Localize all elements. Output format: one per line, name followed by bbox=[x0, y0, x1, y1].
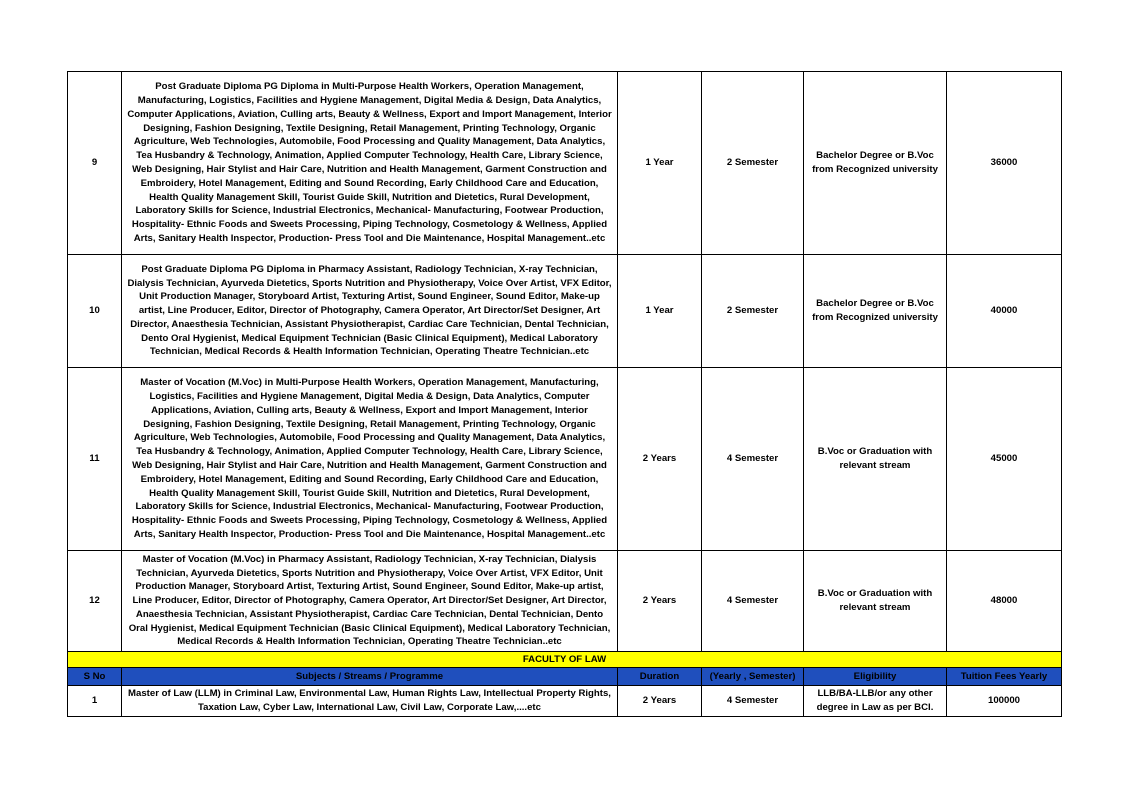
header-duration: Duration bbox=[618, 668, 702, 686]
fees-cell: 45000 bbox=[947, 368, 1062, 551]
sno-cell: 10 bbox=[68, 255, 122, 368]
fees-cell: 48000 bbox=[947, 551, 1062, 652]
semester-cell: 2 Semester bbox=[702, 255, 804, 368]
header-fees: Tuition Fees Yearly bbox=[947, 668, 1062, 686]
column-header-row bbox=[68, 668, 1062, 686]
duration-cell: 1 Year bbox=[618, 255, 702, 368]
table-row bbox=[68, 551, 1062, 652]
sno-cell: 12 bbox=[68, 551, 122, 652]
header-semester: (Yearly , Semester) bbox=[702, 668, 804, 686]
eligibility-cell: Bachelor Degree or B.Voc from Recognized university bbox=[804, 255, 947, 368]
sno-cell: 11 bbox=[68, 368, 122, 551]
subjects-cell: Master of Law (LLM) in Criminal Law, Environmental Law, Human Rights Law, Intellectual Property Rights, Taxation Law, Cyber Law, International Law, Civil Law, Corporate Law,....etc bbox=[122, 686, 618, 717]
semester-cell: 4 Semester bbox=[702, 686, 804, 717]
faculty-heading-row bbox=[68, 652, 1062, 668]
table-row bbox=[68, 368, 1062, 551]
header-eligibility: Eligibility bbox=[804, 668, 947, 686]
sno-cell: 1 bbox=[68, 686, 122, 717]
fee-structure-table bbox=[67, 71, 1062, 717]
duration-cell: 2 Years bbox=[618, 368, 702, 551]
header-sno: S No bbox=[68, 668, 122, 686]
duration-cell: 1 Year bbox=[618, 72, 702, 255]
table-row bbox=[68, 72, 1062, 255]
semester-cell: 2 Semester bbox=[702, 72, 804, 255]
faculty-title: FACULTY OF LAW bbox=[68, 652, 1062, 668]
sno-cell: 9 bbox=[68, 72, 122, 255]
semester-cell: 4 Semester bbox=[702, 551, 804, 652]
eligibility-cell: Bachelor Degree or B.Voc from Recognized university bbox=[804, 72, 947, 255]
duration-cell: 2 Years bbox=[618, 551, 702, 652]
semester-cell: 4 Semester bbox=[702, 368, 804, 551]
subjects-cell: Post Graduate Diploma PG Diploma in Multi-Purpose Health Workers, Operation Management, Manufacturing, Logistics, Facilities and Hygiene Management, Digital Media & Design, Data Analytics, Computer Applications, Aviation, Culling arts, Beauty & Wellness, Export and Import Management, Interior Designing, Fashion Designing, Textile Designing, Retail Management, Printing Technology, Organic Agriculture, Web Technologies, Automobile, Food Processing and Quality Management, Data Analytics, Tea Husbandry & Technology, Animation, Applied Computer Technology, Health Care, Library Science, Web Designing, Hair Stylist and Hair Care, Nutrition and Health Management, Garment Construction and Embroidery, Hotel Management, Editing and Sound Recording, Early Childhood Care and Education, Health Quality Management Skill, Tourist Guide Skill, Nutrition and Dietetics, Rural Development, Laboratory Skills for Science, Industrial Electronics, Mechanical- Manufacturing, Footwear Production, Hospitality- Ethnic Foods and Sweets Processing, Piping Technology, Cosmetology & Wellness, Applied Arts, Sanitary Health Inspector, Production- Press Tool and Die Maintenance, Hospital Management..etc bbox=[122, 72, 618, 255]
table-row bbox=[68, 255, 1062, 368]
eligibility-cell: B.Voc or Graduation with relevant stream bbox=[804, 551, 947, 652]
fees-cell: 36000 bbox=[947, 72, 1062, 255]
fees-cell: 100000 bbox=[947, 686, 1062, 717]
eligibility-cell: LLB/BA-LLB/or any other degree in Law as per BCI. bbox=[804, 686, 947, 717]
header-subjects: Subjects / Streams / Programme bbox=[122, 668, 618, 686]
eligibility-cell: B.Voc or Graduation with relevant stream bbox=[804, 368, 947, 551]
subjects-cell: Post Graduate Diploma PG Diploma in Pharmacy Assistant, Radiology Technician, X-ray Technician, Dialysis Technician, Ayurveda Dietetics, Sports Nutrition and Physiotherapy, Voice Over Artist, VFX Editor, Unit Production Manager, Storyboard Artist, Texturing Artist, Sound Engineer, Sound Editor, Make-up artist, Line Producer, Editor, Director of Photography, Camera Operator, Art Director/Set Designer, Art Director, Anaesthesia Technician, Assistant Physiotherapist, Cardiac Care Technician, Dental Technician, Dento Oral Hygienist, Medical Equipment Technician (Basic Clinical Equipment), Medical Laboratory Technician, Medical Records & Health Information Technician, Operating Theatre Technician..etc bbox=[122, 255, 618, 368]
duration-cell: 2 Years bbox=[618, 686, 702, 717]
fees-cell: 40000 bbox=[947, 255, 1062, 368]
table-row bbox=[68, 686, 1062, 717]
subjects-cell: Master of Vocation (M.Voc) in Multi-Purpose Health Workers, Operation Management, Manufacturing, Logistics, Facilities and Hygiene Management, Digital Media & Design, Data Analytics, Computer Applications, Aviation, Culling arts, Beauty & Wellness, Export and Import Management, Interior Designing, Fashion Designing, Textile Designing, Retail Management, Printing Technology, Organic Agriculture, Web Technologies, Automobile, Food Processing and Quality Management, Data Analytics, Tea Husbandry & Technology, Animation, Applied Computer Technology, Health Care, Library Science, Web Designing, Hair Stylist and Hair Care, Nutrition and Health Management, Garment Construction and Embroidery, Hotel Management, Editing and Sound Recording, Early Childhood Care and Education, Health Quality Management Skill, Tourist Guide Skill, Nutrition and Dietetics, Rural Development, Laboratory Skills for Science, Industrial Electronics, Mechanical- Manufacturing, Footwear Production, Hospitality- Ethnic Foods and Sweets Processing, Piping Technology, Cosmetology & Wellness, Applied Arts, Sanitary Health Inspector, Production- Press Tool and Die Maintenance, Hospital Management..etc bbox=[122, 368, 618, 551]
subjects-cell: Master of Vocation (M.Voc) in Pharmacy Assistant, Radiology Technician, X-ray Technician, Dialysis Technician, Ayurveda Dietetics, Sports Nutrition and Physiotherapy, Voice Over Artist, VFX Editor, Unit Production Manager, Storyboard Artist, Texturing Artist, Sound Engineer, Sound Editor, Make-up artist, Line Producer, Editor, Director of Photography, Camera Operator, Art Director/Set Designer, Art Director, Anaesthesia Technician, Assistant Physiotherapist, Cardiac Care Technician, Dental Technician, Dento Oral Hygienist, Medical Equipment Technician (Basic Clinical Equipment), Medical Laboratory Technician, Medical Records & Health Information Technician, Operating Theatre Technician..etc bbox=[122, 551, 618, 652]
